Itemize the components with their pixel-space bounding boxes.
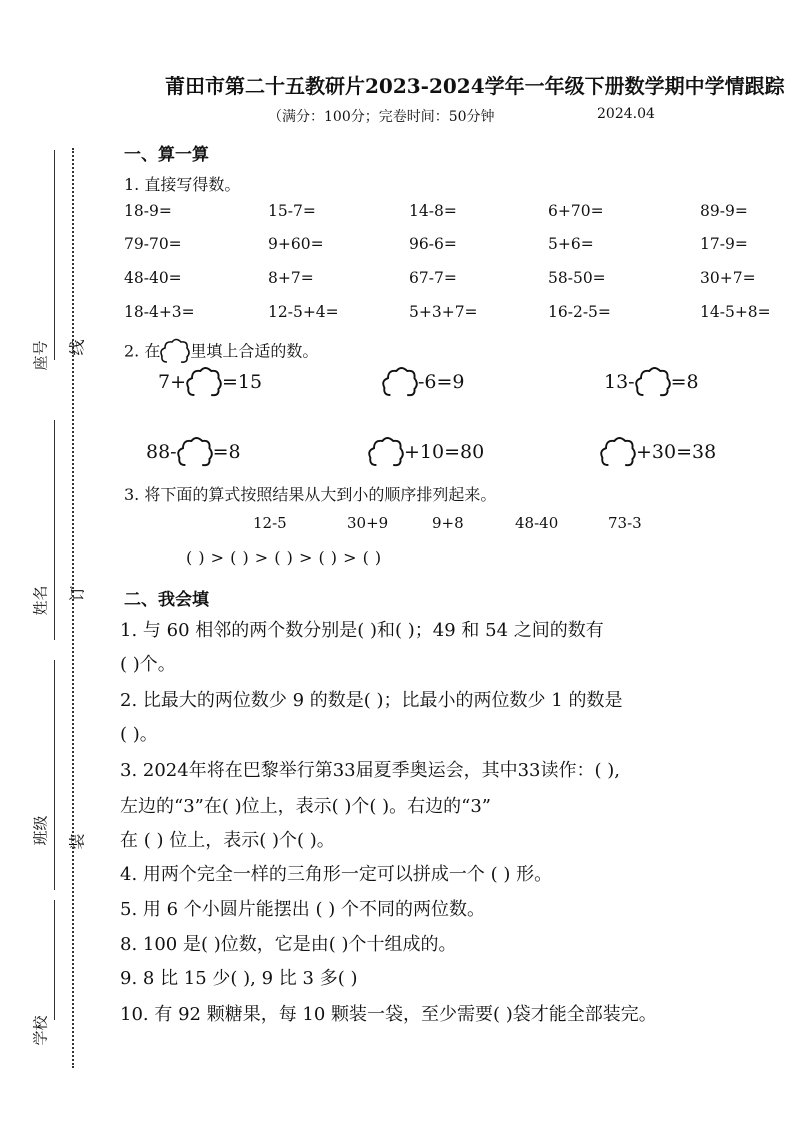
fill-question-line[interactable]: ( )个。 (120, 654, 176, 675)
fill-question-line[interactable]: 3. 2024年将在巴黎举行第33届夏季奥运会，其中33读作：( ), (120, 760, 620, 781)
q2-eq-post: =8 (212, 441, 241, 463)
class-underline (54, 660, 55, 890)
fill-question-line[interactable]: 1. 与 60 相邻的两个数分别是( )和( )；49 和 54 之间的数有 (120, 620, 604, 641)
calc-item: 58-50= (548, 269, 606, 287)
q2-eq-post: +10=80 (404, 441, 485, 463)
seat-underline (54, 150, 55, 360)
q3-expression: 12-5 (253, 514, 287, 532)
calc-item: 48-40= (124, 269, 182, 287)
binding-dotted-line (72, 148, 74, 1068)
calc-item: 18-9= (124, 202, 172, 220)
binding-bind-mark: 装 (67, 833, 87, 850)
name-label: 姓名 (31, 585, 50, 616)
calc-item: 79-70= (124, 235, 182, 253)
section1-heading: 一、算一算 (124, 145, 209, 165)
q2-eq-pre: 7+ (158, 371, 187, 393)
calc-item: 14-5+8= (700, 303, 771, 321)
page-title: 莆田市第二十五教研片2023-2024学年一年级下册数学期中学情跟踪 (165, 74, 785, 98)
fill-question-line[interactable]: 8. 100 是( )位数，它是由( )个十组成的。 (120, 934, 457, 955)
fill-question-line[interactable]: 4. 用两个完全一样的三角形一定可以拼成一个 ( ) 形。 (120, 864, 553, 885)
school-underline (54, 900, 55, 1020)
calc-item: 5+6= (548, 235, 594, 253)
fill-question-line[interactable]: 9. 8 比 15 少( ), 9 比 3 多( ) (120, 968, 358, 989)
fill-question-line[interactable]: 在 ( ) 位上，表示( )个( )。 (120, 830, 335, 851)
q3-label: 3. 将下面的算式按照结果从大到小的顺序排列起来。 (124, 485, 497, 504)
exam-date: 2024.04 (597, 106, 655, 122)
cloud-blank-icon[interactable] (600, 436, 636, 470)
q2-eq-post: =8 (670, 371, 699, 393)
cloud-blank-icon[interactable] (635, 366, 671, 400)
calc-item: 67-7= (409, 269, 457, 287)
cloud-blank-icon[interactable] (186, 366, 222, 400)
q2-eq-pre: 88- (146, 441, 177, 463)
q3-blanks[interactable]: ( ) > ( ) > ( ) > ( ) > ( ) (186, 548, 382, 567)
calc-item: 96-6= (409, 235, 457, 253)
q2-label (124, 338, 318, 366)
cloud-blank-icon[interactable] (177, 436, 213, 470)
q2-equation (600, 436, 716, 470)
exam-info: （满分：100分；完卷时间：50分钟 (268, 109, 495, 125)
calc-item: 16-2-5= (548, 303, 611, 321)
binding-staple-mark: 订 (67, 585, 87, 602)
q2-equation (158, 366, 262, 400)
calc-item: 9+60= (268, 235, 324, 253)
calc-item: 14-8= (409, 202, 457, 220)
q2-equation (382, 366, 465, 400)
fill-question-line[interactable]: 10. 有 92 颗糖果，每 10 颗装一袋，至少需要( )袋才能全部装完。 (120, 1004, 657, 1025)
q3-expression: 48-40 (515, 514, 559, 532)
calc-item: 18-4+3= (124, 303, 195, 321)
binding-line-mark: 线 (67, 339, 87, 356)
fill-question-line[interactable]: 左边的“3”在( )位上，表示( )个( )。右边的“3” (120, 796, 492, 817)
q2-label-post: 里填上合适的数。 (190, 341, 319, 361)
q2-eq-post: =15 (222, 371, 263, 393)
cloud-blank-icon[interactable] (368, 436, 404, 470)
calc-item: 8+7= (268, 269, 314, 287)
section2-heading: 二、我会填 (124, 590, 209, 610)
q3-expression: 30+9 (347, 514, 389, 532)
calc-item: 6+70= (548, 202, 604, 220)
q3-expression: 73-3 (608, 514, 642, 532)
calc-item: 30+7= (700, 269, 756, 287)
calc-item: 12-5+4= (268, 303, 339, 321)
cloud-blank-icon[interactable] (382, 366, 418, 400)
q2-eq-post: -6=9 (418, 371, 465, 393)
class-label: 班级 (31, 815, 50, 846)
seat-label: 座号 (31, 340, 50, 371)
fill-question-line[interactable]: ( )。 (120, 724, 158, 745)
q3-expression: 9+8 (432, 514, 464, 532)
q2-label-pre: 2. 在 (124, 341, 161, 361)
q2-equation (368, 436, 484, 470)
q1-label: 1. 直接写得数。 (124, 175, 241, 194)
q2-eq-pre: 13- (604, 371, 635, 393)
q2-eq-post: +30=38 (636, 441, 717, 463)
school-label: 学校 (31, 1015, 50, 1046)
q2-equation (604, 366, 699, 400)
cloud-icon (160, 338, 190, 366)
fill-question-line[interactable]: 5. 用 6 个小圆片能摆出 ( ) 个不同的两位数。 (120, 899, 485, 920)
calc-item: 17-9= (700, 235, 748, 253)
q2-equation (146, 436, 241, 470)
name-underline (54, 420, 55, 640)
calc-item: 15-7= (268, 202, 316, 220)
calc-item: 89-9= (700, 202, 748, 220)
fill-question-line[interactable]: 2. 比最大的两位数少 9 的数是( )；比最小的两位数少 1 的数是 (120, 690, 623, 711)
calc-item: 5+3+7= (409, 303, 478, 321)
